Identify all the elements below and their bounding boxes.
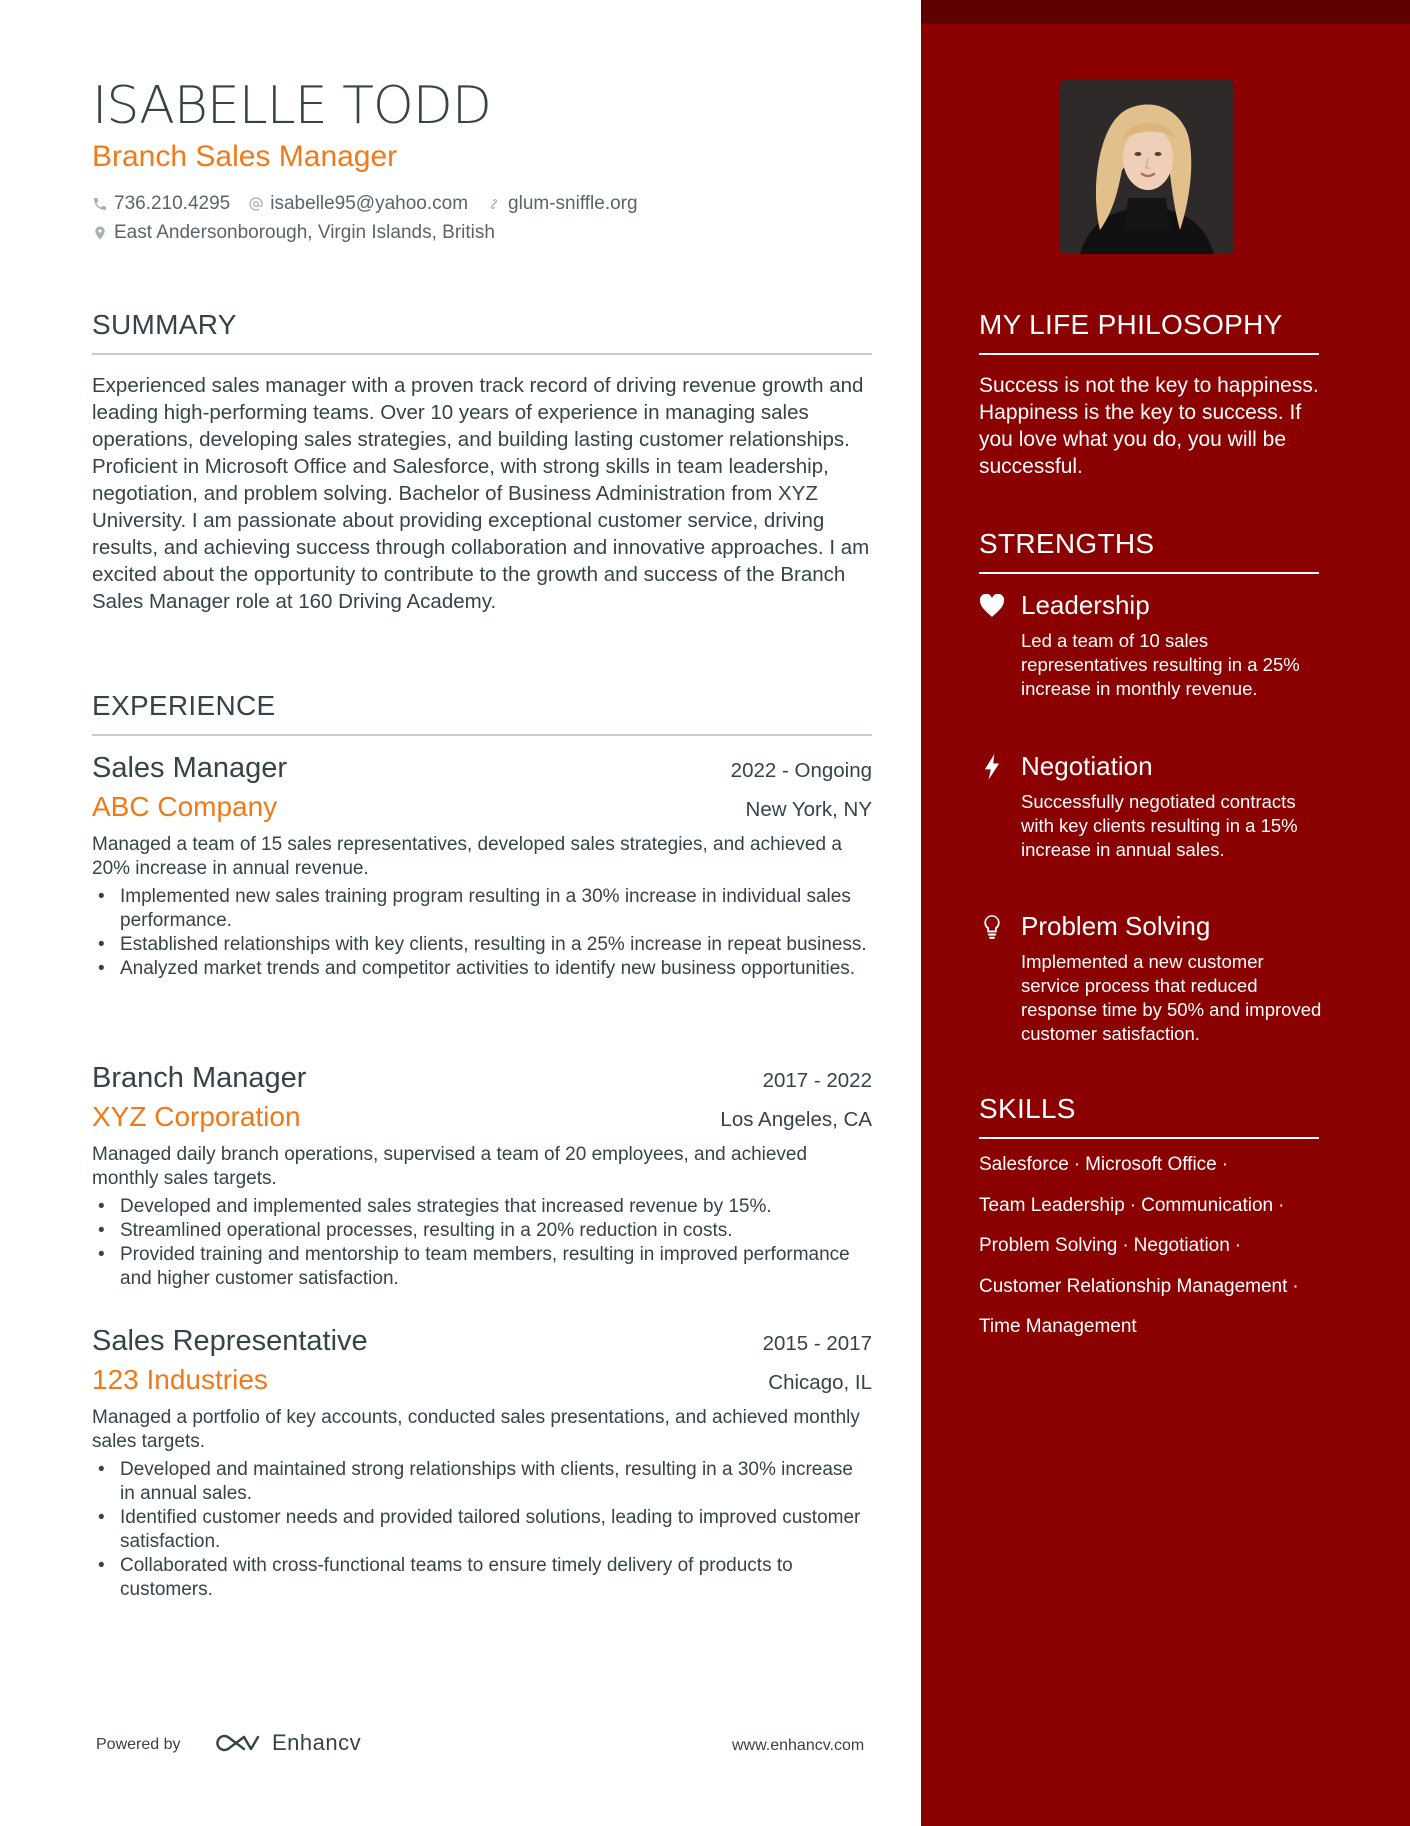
job-company: ABC Company	[92, 791, 278, 822]
phone-icon	[92, 196, 108, 212]
heart-icon	[979, 593, 1005, 619]
skill-item: Negotiation	[1133, 1235, 1230, 1256]
job-entry	[92, 1062, 872, 1291]
skill-separator: ·	[1221, 1154, 1229, 1175]
strength-description: Led a team of 10 sales representatives resulting in a 25% increase in monthly revenue.	[1021, 630, 1300, 699]
strength-name: Negotiation	[1021, 751, 1153, 781]
job-bullet: • Developed and implemented sales strategies that increased revenue by 15%.	[92, 1195, 872, 1219]
email-text[interactable]: isabelle95@yahoo.com	[270, 193, 469, 214]
job-subheader	[92, 1364, 872, 1396]
job-description: Managed daily branch operations, supervised a team of 20 employees, and achieved monthly sales targets.	[92, 1144, 808, 1189]
job-bullet: • Established relationships with key clients, resulting in a 25% increase in repeat business.	[92, 933, 872, 957]
strength-description: Implemented a new customer service process that reduced response time by 50% and improved customer satisfaction.	[1021, 951, 1322, 1044]
lightning-icon	[979, 754, 1005, 780]
strength-item	[979, 911, 1324, 1046]
location-pin-icon	[92, 225, 108, 241]
experience-heading: EXPERIENCE	[92, 690, 872, 736]
strength-header	[979, 590, 1324, 621]
job-entry	[92, 752, 872, 981]
sidebar	[921, 0, 1410, 1826]
strength-header	[979, 911, 1324, 942]
skills-list	[979, 1154, 1339, 1357]
job-header	[92, 752, 872, 785]
at-icon	[248, 196, 264, 212]
job-subheader	[92, 791, 872, 823]
location-item	[92, 222, 495, 244]
summary-heading: SUMMARY	[92, 309, 872, 355]
skills-line	[979, 1235, 1339, 1276]
location-row	[92, 222, 513, 244]
skill-separator: ·	[1278, 1194, 1285, 1216]
job-title: Sales Manager	[92, 752, 288, 784]
skills-line	[979, 1316, 1339, 1357]
strength-header	[979, 751, 1324, 782]
job-dates: 2017 - 2022	[762, 1069, 872, 1092]
sidebar-topbar	[921, 0, 1410, 24]
job-location: New York, NY	[745, 798, 872, 821]
job-company: XYZ Corporation	[92, 1101, 301, 1132]
skill-separator: ·	[1129, 1194, 1137, 1216]
skill-item: Time Management	[979, 1316, 1137, 1337]
job-bullet: • Implemented new sales training program resulting in a 30% increase in individual sales performance.	[92, 885, 872, 933]
enhancv-logo-icon	[214, 1731, 262, 1755]
job-bullet: • Provided training and mentorship to team members, resulting in improved performance and higher customer satisfaction.	[92, 1243, 872, 1291]
skill-item: Problem Solving	[979, 1235, 1118, 1256]
job-subheader	[92, 1101, 872, 1133]
philosophy-heading: MY LIFE PHILOSOPHY	[979, 309, 1319, 355]
job-location: Chicago, IL	[768, 1371, 872, 1394]
job-bullet: • Identified customer needs and provided tailored solutions, leading to improved customer satisfaction.	[92, 1506, 872, 1554]
skills-heading: SKILLS	[979, 1093, 1319, 1139]
skill-item: Microsoft Office	[1085, 1154, 1217, 1175]
job-dates: 2015 - 2017	[762, 1332, 872, 1355]
skill-separator: ·	[1122, 1235, 1129, 1256]
candidate-role: Branch Sales Manager	[92, 140, 398, 173]
profile-photo-illustration	[1060, 80, 1234, 254]
skill-item: Customer Relationship Management	[979, 1275, 1288, 1297]
job-title: Sales Representative	[92, 1325, 368, 1357]
skill-separator: ·	[1292, 1275, 1299, 1297]
summary-text: Experienced sales manager with a proven track record of driving revenue growth and leading high-performing teams. Over 10 years of experience in managing sales operations, developing sales strategies, and building lasting customer relationships. Proficient in Microsoft Office and Salesforce, with strong skills in team leadership, negotiation, and problem solving. Bachelor of Business Administration from XYZ University. I am passionate about providing exceptional customer service, driving results, and achieving success through collaboration and innovative approaches. I am excited about the opportunity to contribute to the growth and success of the Branch Sales Manager role at 160 Driving Academy.	[92, 374, 870, 613]
job-bullet: • Streamlined operational processes, resulting in a 20% reduction in costs.	[92, 1219, 872, 1243]
job-location: Los Angeles, CA	[720, 1108, 872, 1131]
strength-item	[979, 751, 1324, 862]
enhancv-brand: Enhancv	[272, 1730, 362, 1755]
enhancv-logo[interactable]	[214, 1730, 361, 1756]
strengths-heading: STRENGTHS	[979, 528, 1319, 574]
job-company: 123 Industries	[92, 1364, 268, 1395]
skill-separator: ·	[1073, 1154, 1081, 1175]
strength-item	[979, 590, 1324, 701]
strength-name: Leadership	[1021, 590, 1150, 620]
strength-description: Successfully negotiated contracts with key clients resulting in a 15% increase in annual sales.	[1021, 791, 1298, 860]
job-bullet: • Analyzed market trends and competitor activities to identify new business opportunities.	[92, 957, 872, 981]
location-text: East Andersonborough, Virgin Islands, British	[114, 222, 495, 243]
job-header	[92, 1325, 872, 1358]
job-dates: 2022 - Ongoing	[730, 759, 872, 782]
job-bullets	[92, 1458, 872, 1602]
job-description: Managed a team of 15 sales representatives, developed sales strategies, and achieved a 20% increase in annual revenue.	[92, 834, 842, 879]
philosophy-text: Success is not the key to happiness. Happiness is the key to success. If you love what you do, you will be successful.	[979, 374, 1319, 478]
email-item	[248, 193, 468, 215]
skill-separator: ·	[1234, 1235, 1242, 1256]
link-icon	[486, 196, 502, 212]
skill-item: Team Leadership	[979, 1194, 1125, 1216]
skills-line	[979, 1195, 1339, 1236]
job-bullets	[92, 1195, 872, 1291]
job-header	[92, 1062, 872, 1095]
profile-photo	[1060, 80, 1234, 254]
job-bullet: • Developed and maintained strong relationships with clients, resulting in a 30% increase in annual sales.	[92, 1458, 872, 1506]
website-item	[486, 193, 638, 215]
website-text[interactable]: glum-sniffle.org	[508, 193, 638, 214]
phone-item	[92, 193, 230, 215]
candidate-name: ISABELLE TODD	[92, 76, 491, 136]
lightbulb-icon	[979, 914, 1005, 940]
job-entry	[92, 1325, 872, 1602]
job-title: Branch Manager	[92, 1062, 307, 1094]
phone-text: 736.210.4295	[114, 193, 231, 214]
job-bullets	[92, 885, 872, 981]
skills-line	[979, 1154, 1339, 1195]
job-bullet: • Collaborated with cross-functional teams to ensure timely delivery of products to customers.	[92, 1554, 872, 1602]
contact-row	[92, 193, 656, 215]
strength-name: Problem Solving	[1021, 911, 1211, 941]
skills-line	[979, 1276, 1339, 1317]
skill-item: Communication	[1141, 1194, 1274, 1216]
footer-url[interactable]: www.enhancv.com	[732, 1737, 865, 1754]
skill-item: Salesforce	[979, 1154, 1069, 1175]
powered-by-label: Powered by	[96, 1736, 181, 1753]
job-description: Managed a portfolio of key accounts, conducted sales presentations, and achieved monthly sales targets.	[92, 1407, 860, 1452]
